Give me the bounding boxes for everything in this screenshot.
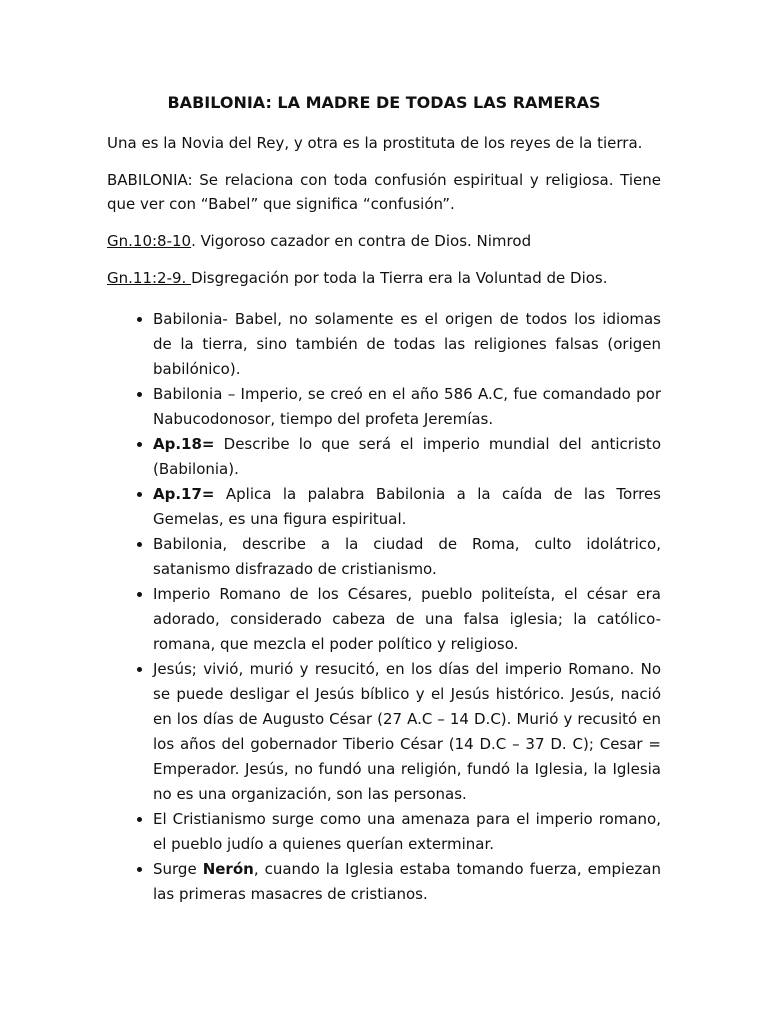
list-item (153, 807, 661, 857)
list-item (153, 857, 661, 907)
list-item (153, 532, 661, 582)
bullet-list (107, 307, 661, 907)
bullet-bold-name: Nerón (202, 860, 254, 878)
bullet-text: Babilonia, describe a la ciudad de Roma, culto idolátrico, satanismo disfrazado de cristianismo. (153, 535, 661, 578)
list-item (153, 482, 661, 532)
bullet-text: Babilonia- Babel, no solamente es el origen de todos los idiomas de la tierra, sino también de todas las religiones falsas (origen babilónico). (153, 310, 661, 378)
bullet-text: Babilonia – Imperio, se creó en el año 586 A.C, fue comandado por Nabucodonosor, tiempo del profeta Jeremías. (153, 385, 661, 428)
list-item (153, 432, 661, 482)
bullet-bold-reference: Ap.17= (153, 485, 215, 503)
genesis-11-paragraph (107, 266, 661, 290)
genesis-11-reference: Gn.11:2-9. (107, 269, 192, 287)
bullet-text: Jesús; vivió, murió y resucitó, en los días del imperio Romano. No se puede desligar el Jesús bíblico y el Jesús histórico. Jesús, nació en los días de Augusto César (27 A.C – 14 D.C). Murió y recusitó en los años del gobernador Tiberio César (14 D.C – 37 D. C); Cesar = Emperador. Jesús, no fundó una religión, fundó la Iglesia, la Iglesia no es una organización, son las personas. (153, 660, 661, 803)
babilonia-definition-paragraph: BABILONIA: Se relaciona con toda confusión espiritual y religiosa. Tiene que ver con “Babel” que significa “confusión”. (107, 171, 661, 213)
list-item (153, 657, 661, 807)
bullet-bold-reference: Ap.18= (153, 435, 215, 453)
bullet-text: Imperio Romano de los Césares, pueblo politeísta, el césar era adorado, considerado cabeza de una falsa iglesia; la católico-romana, que mezcla el poder político y religioso. (153, 585, 661, 653)
list-item (153, 582, 661, 657)
bullet-prefix: Surge (153, 860, 203, 878)
document-title: BABILONIA: LA MADRE DE TODAS LAS RAMERAS (167, 93, 601, 112)
bullet-text: , cuando la Iglesia estaba tomando fuerza, empiezan las primeras masacres de cristianos. (153, 860, 661, 903)
genesis-11-text: Disgregación por toda la Tierra era la Voluntad de Dios. (191, 269, 608, 287)
list-item (153, 307, 661, 382)
list-item (153, 382, 661, 432)
genesis-10-reference: Gn.10:8-10 (107, 232, 192, 250)
genesis-10-paragraph (107, 229, 661, 253)
bullet-text: Aplica la palabra Babilonia a la caída de las Torres Gemelas, es una figura espiritual. (153, 485, 661, 528)
bullet-text: El Cristianismo surge como una amenaza para el imperio romano, el pueblo judío a quienes querían exterminar. (153, 810, 661, 853)
genesis-10-text: . Vigoroso cazador en contra de Dios. Nimrod (191, 232, 532, 250)
bullet-text: Describe lo que será el imperio mundial del anticristo (Babilonia). (153, 435, 661, 478)
intro-paragraph: Una es la Novia del Rey, y otra es la prostituta de los reyes de la tierra. (107, 134, 643, 152)
